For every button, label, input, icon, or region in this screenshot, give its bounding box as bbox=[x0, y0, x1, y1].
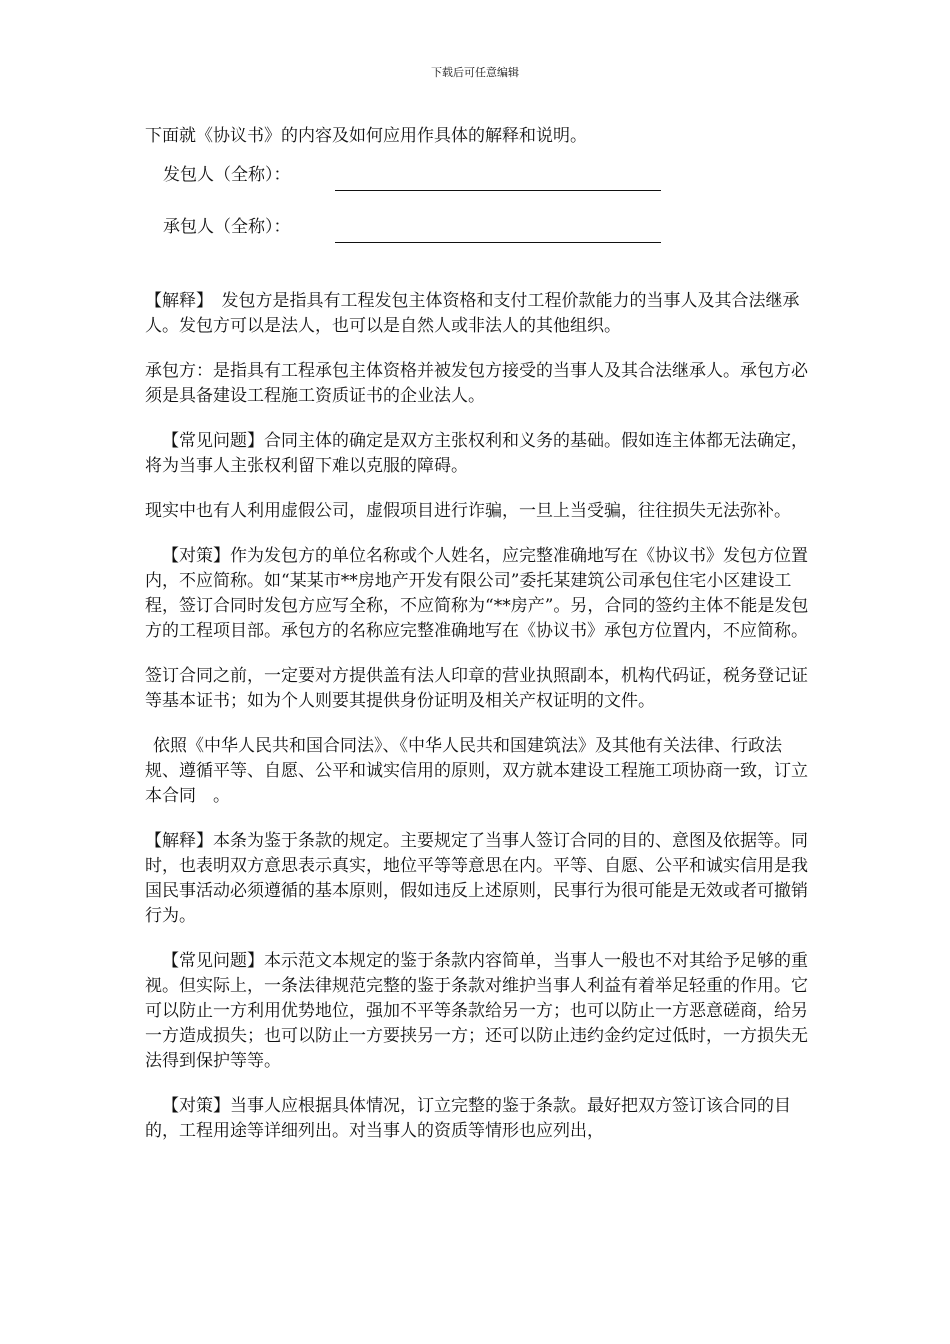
page-header-note: 下载后可任意编辑 bbox=[431, 66, 519, 79]
contractor-label: 承包人（全称）： bbox=[163, 217, 291, 237]
paragraph-fraud-note: 现实中也有人利用虚假公司，虚假项目进行诈骗，一旦上当受骗，往往损失无法弥补。 bbox=[145, 501, 791, 521]
paragraph-common-issue-2: 【常见问题】本示范文本规定的鉴于条款内容简单，当事人一般也不对其给予足够的重视。但实际上，一条法律规范完整的鉴于条款对维护当事人利益有着举足轻重的作用。它可以防止一方利用优势地位，强加不平等条款给另一方；也可以防止一方恶意磋商，给另一方造成损失；也可以防止一方要挟另一方；还可以防止违约金约定过低时，一方损失无法得到保护等等。 bbox=[145, 951, 808, 1071]
intro-paragraph: 下面就《协议书》的内容及如何应用作具体的解释和说明。 bbox=[145, 126, 587, 146]
employer-label: 发包人（全称）： bbox=[163, 165, 291, 185]
paragraph-legal-basis: 依照《中华人民共和国合同法》、《中华人民共和国建筑法》及其他有关法律、行政法规、遵循平等、自愿、公平和诚实信用的原则，双方就本建设工程施工项协商一致，订立本合同 。 bbox=[145, 736, 808, 806]
paragraph-countermeasure-1: 【对策】作为发包方的单位名称或个人姓名，应完整准确地写在《协议书》发包方位置内，不应简称。如“某某市**房地产开发有限公司”委托某建筑公司承包住宅小区建设工程，签订合同时发包方应写全称，不应简称为“**房产”。另，合同的签约主体不能是发包方的工程项目部。承包方的名称应完整准确地写在《协议书》承包方位置内，不应简称。 bbox=[145, 546, 809, 641]
paragraph-explanation-1: 【解释】 发包方是指具有工程发包主体资格和支付工程价款能力的当事人及其合法继承人。发包方可以是法人，也可以是自然人或非法人的其他组织。 bbox=[145, 291, 800, 336]
paragraph-contractor-definition: 承包方：是指具有工程承包主体资格并被发包方接受的当事人及其合法继承人。承包方必须是具备建设工程施工资质证书的企业法人。 bbox=[145, 361, 808, 406]
contractor-field bbox=[145, 215, 815, 243]
paragraph-explanation-2: 【解释】本条为鉴于条款的规定。主要规定了当事人签订合同的目的、意图及依据等。同时，也表明双方意思表示真实，地位平等等意思在内。平等、自愿、公平和诚实信用是我国民事活动必须遵循的基本原则，假如违反上述原则，民事行为很可能是无效或者可撤销行为。 bbox=[145, 831, 808, 926]
paragraph-countermeasure-2: 【对策】当事人应根据具体情况，订立完整的鉴于条款。最好把双方签订该合同的目的，工程用途等详细列出。对当事人的资质等情形也应列出， bbox=[145, 1096, 791, 1141]
paragraph-common-issue-1: 【常见问题】合同主体的确定是双方主张权利和义务的基础。假如连主体都无法确定，将为当事人主张权利留下难以克服的障碍。 bbox=[145, 431, 808, 476]
employer-field bbox=[145, 163, 815, 191]
paragraph-documents-required: 签订合同之前，一定要对方提供盖有法人印章的营业执照副本，机构代码证，税务登记证等基本证书；如为个人则要其提供身份证明及相关产权证明的文件。 bbox=[145, 666, 808, 711]
document-body bbox=[145, 124, 815, 1164]
